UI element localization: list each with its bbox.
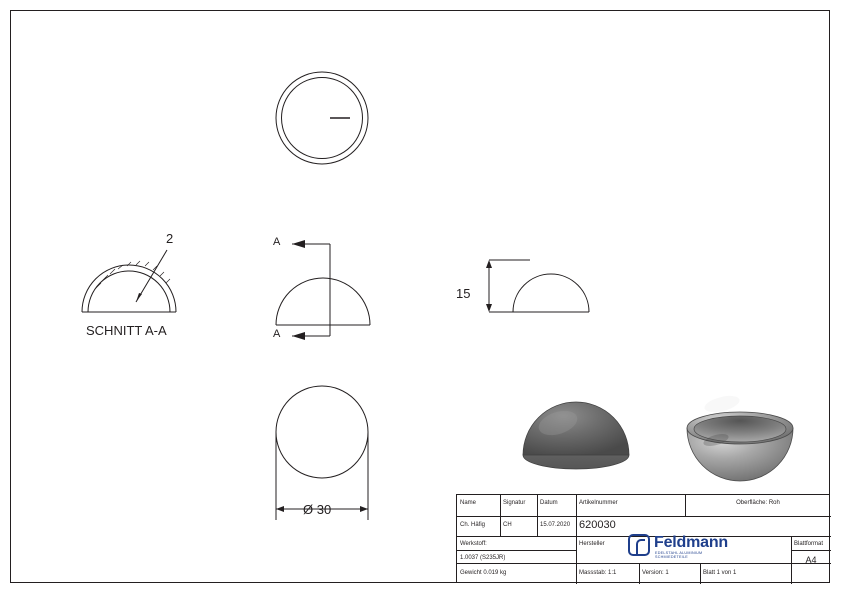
tb-value-sheet-format: A4 xyxy=(805,555,817,565)
section-arrow-bottom-label: A xyxy=(273,328,281,340)
tb-value-weight: Gewicht 0.019 kg xyxy=(460,570,507,576)
tb-value-name: Ch. Häfig xyxy=(460,522,486,528)
tb-header-name: Name xyxy=(460,500,477,506)
feldmann-mark-icon xyxy=(628,534,650,556)
tb-rule-5 xyxy=(791,550,831,551)
tb-value-version: Version: 1 xyxy=(642,570,669,576)
tb-value-sheet-count: Blatt 1 von 1 xyxy=(703,570,737,576)
tb-value-article-number: 620030 xyxy=(579,519,616,531)
wall-thickness-label: 2 xyxy=(166,231,174,246)
tb-header-date: Datum xyxy=(540,500,558,506)
company-logo xyxy=(628,533,728,559)
section-arrow-top-label: A xyxy=(273,236,281,248)
logo-subtitle: EDELSTAHL ALUMINIUM SCHMIEDETEILE xyxy=(655,551,703,559)
diameter-dimension-label: Ø 30 xyxy=(303,502,332,517)
section-title-label: SCHNITT A-A xyxy=(86,323,167,338)
tb-header-manufacturer: Hersteller xyxy=(579,541,605,547)
tb-rule-3 xyxy=(457,563,831,564)
height-dimension-label: 15 xyxy=(456,286,471,301)
tb-rule-4 xyxy=(457,550,576,551)
tb-value-scale: Massstab: 1:1 xyxy=(579,570,617,576)
tb-header-material: Werkstoff: xyxy=(460,541,487,547)
tb-header-article-number: Artikelnummer xyxy=(579,500,618,506)
tb-value-material: 1.0037 (S235JR) xyxy=(460,555,506,561)
tb-header-signature: Signatur xyxy=(503,500,526,506)
tb-value-date: 15.07.2020 xyxy=(540,522,571,528)
logo-wordmark: Feldmann xyxy=(654,534,728,551)
tb-header-sheet-format: Blattformat xyxy=(794,541,824,547)
tb-header-surface: Oberfläche: Roh xyxy=(736,500,780,506)
tb-value-signature: CH xyxy=(503,522,512,528)
